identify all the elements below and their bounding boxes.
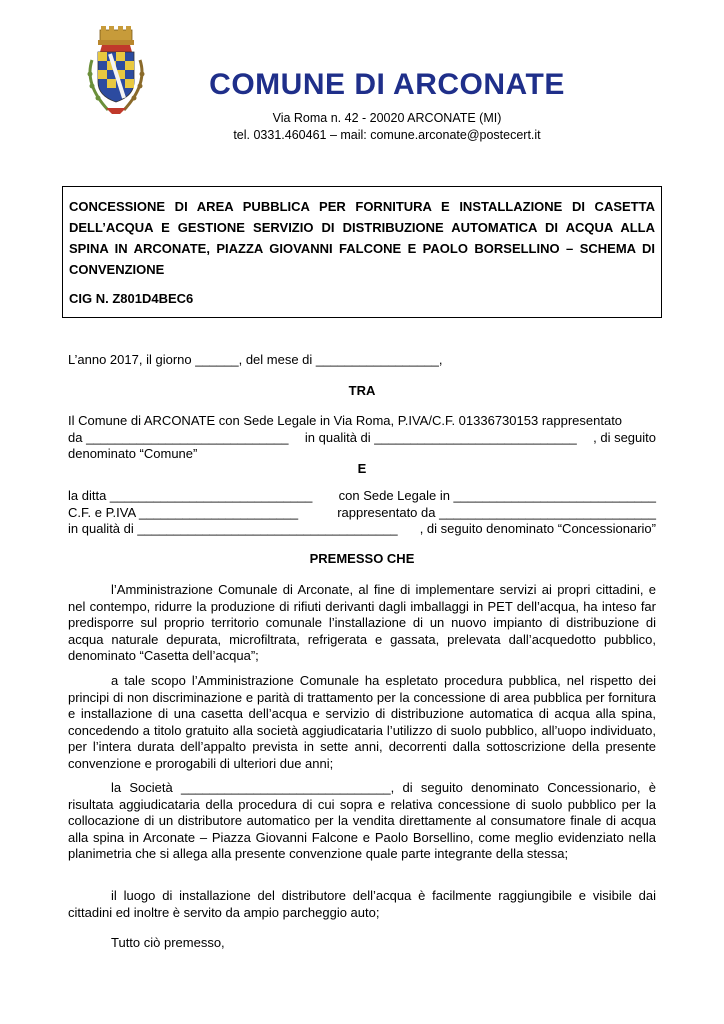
ditta-party-block: [68, 488, 656, 538]
ditta-sede-field: con Sede Legale in ____________________________: [338, 488, 656, 503]
ditta-role-field: in qualità di ____________________________________: [68, 521, 398, 536]
comune-rep-field: da ____________________________: [68, 429, 289, 445]
tra-heading: TRA: [348, 383, 376, 398]
comune-line-2-end: , di seguito: [593, 429, 656, 445]
cf-piva-field: C.F. e P.IVA ______________________: [68, 504, 299, 520]
cig-number: CIG N. Z801D4BEC6: [69, 291, 194, 306]
paragraph-5: Tutto ciò premesso,: [111, 935, 225, 950]
comune-role-field: in qualità di ____________________________: [304, 429, 577, 445]
address-line: Via Roma n. 42 - 20020 ARCONATE (MI): [272, 111, 502, 125]
contact-line: tel. 0331.460461 – mail: comune.arconate@postecert.it: [233, 128, 541, 142]
e-heading: E: [357, 461, 367, 476]
ditta-line: [68, 488, 656, 505]
comune-line-1: Il Comune di ARCONATE con Sede Legale in Via Roma, P.IVA/C.F. 01336730153 rappresentato: [68, 413, 623, 428]
date-line: L’anno 2017, il giorno ______, del mese di _________________,: [68, 352, 443, 367]
municipal-coat-of-arms-logo: [80, 24, 152, 116]
cf-line: [68, 505, 656, 522]
paragraph-3: la Società _____________________________, di seguito denominato Concessionario, è risultata aggiudicataria della procedura di cui sopra e relativa concessione di suolo pubblico per la collocazione di un distributore automatico per la vendita direttamente al consumatore finale di acqua alla spina in Arconate – Piazza Giovanni Falcone e Paolo Borsellino, come meglio evidenziato nella planimetria che si allega alla presente convenzione quale parte integrante della stessa;: [68, 780, 656, 861]
ditta-field: la ditta ____________________________: [68, 488, 313, 503]
paragraph-1: l’Amministrazione Comunale di Arconate, al fine di implementare servizi ai propri cittadini, e nel contempo, ridurre la produzione di rifiuti derivanti dagli imballaggi in PET dell’acqua, ha inteso far predisporre sul proprio territorio comunale l’installazione di un nuovo impianto di distribuzione di acqua naturale depurata, microfiltrata, refrigerata e gassata, prelevata dall’acquedotto pubblico, denominato “Casetta dell’acqua”;: [68, 582, 656, 663]
comune-party-block: [68, 413, 656, 463]
comune-line-2: [68, 430, 656, 447]
ditta-rep-field: rappresentato da ______________________________: [337, 504, 656, 520]
qualita-line: [68, 521, 656, 538]
municipality-title: COMUNE DI ARCONATE: [209, 68, 565, 101]
premesso-heading: PREMESSO CHE: [309, 551, 415, 566]
comune-line-3: denominato “Comune”: [68, 446, 198, 461]
document-heading: CONCESSIONE DI AREA PUBBLICA PER FORNITURA E INSTALLAZIONE DI CASETTA DELL’ACQUA E GESTIONE SERVIZIO DI DISTRIBUZIONE AUTOMATICA DI ACQUA ALLA SPINA IN ARCONATE, PIAZZA GIOVANNI FALCONE E PAOLO BORSELLINO – SCHEMA DI CONVENZIONE: [69, 199, 655, 277]
paragraph-2: a tale scopo l’Amministrazione Comunale ha espletato procedura pubblica, nel rispetto dei principi di non discriminazione e parità di trattamento per la concessione di area pubblica per fornitura e installazione di una casetta dell’acqua e servizio di distribuzione automatica di acqua alla spina, concedendo a titolo gratuito alla società aggiudicataria l’utilizzo di suolo pubblico, all’uopo individuato, per l’intera durata dell’appalto prevista in sette anni, decorrenti dalla sottoscrizione della presente convenzione e prorogabili di ulteriori due anni;: [68, 673, 656, 771]
concessionario-label: , di seguito denominato “Concessionario”: [419, 521, 656, 536]
paragraph-4: il luogo di installazione del distributore dell’acqua è facilmente raggiungibile e visibile dai cittadini ed inoltre è servito da ampio parcheggio auto;: [68, 888, 656, 920]
document-title-box: [62, 186, 662, 318]
